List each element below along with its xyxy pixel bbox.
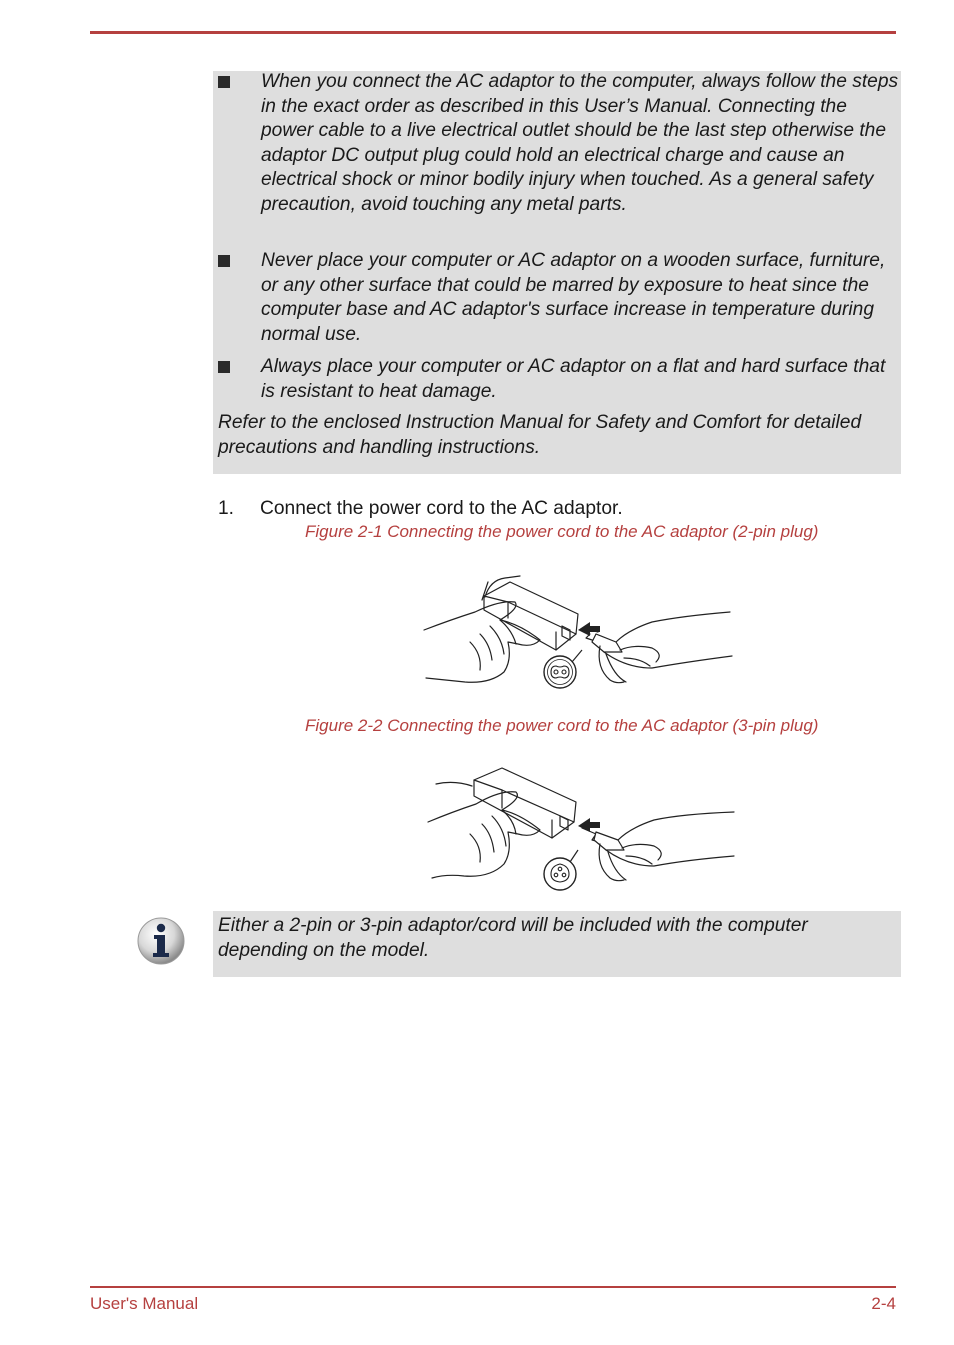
- step-text: Connect the power cord to the AC adaptor.: [260, 498, 623, 519]
- note-box: [213, 911, 901, 977]
- figure-2-pin-illustration: [420, 572, 740, 692]
- note-text: Either a 2-pin or 3-pin adaptor/cord will be included with the computer depending on the model.: [218, 915, 808, 961]
- refer-note: Refer to the enclosed Instruction Manual for Safety and Comfort for detailed precautions and handling instructions.: [218, 412, 862, 458]
- caution-text: Always place your computer or AC adaptor on a flat and hard surface that is resistant to heat damage.: [261, 356, 886, 402]
- page-number: 2-4: [871, 1294, 896, 1313]
- caution-box: [213, 71, 901, 474]
- footer-rule: [90, 1286, 896, 1288]
- bullet-square: [218, 255, 230, 267]
- caution-text: Never place your computer or AC adaptor on a wooden surface, furniture, or any other surface that could be marred by exposure to heat since the computer base and AC adaptor's surface increase in temperature during normal use.: [261, 250, 886, 345]
- footer-manual-title: User's Manual: [90, 1294, 199, 1313]
- header-rule: [90, 31, 896, 34]
- bullet-square: [218, 76, 230, 88]
- caution-text: When you connect the AC adaptor to the computer, always follow the steps in the exact order as described in this User’s Manual. Connecting the power cable to a live electrical outlet should be the last step otherwise the adaptor DC output plug could hold an electrical charge and cause an electrical shock or minor bodily injury when touched. As a general safety precaution, avoid touching any metal parts.: [261, 71, 899, 215]
- bullet-square: [218, 361, 230, 373]
- figure-caption-1: Figure 2-1 Connecting the power cord to the AC adaptor (2-pin plug): [305, 522, 819, 541]
- figure-3-pin-illustration: [424, 762, 740, 892]
- step-number: 1.: [218, 498, 235, 519]
- figure-caption-2: Figure 2-2 Connecting the power cord to the AC adaptor (3-pin plug): [305, 716, 819, 735]
- info-icon: [136, 916, 186, 966]
